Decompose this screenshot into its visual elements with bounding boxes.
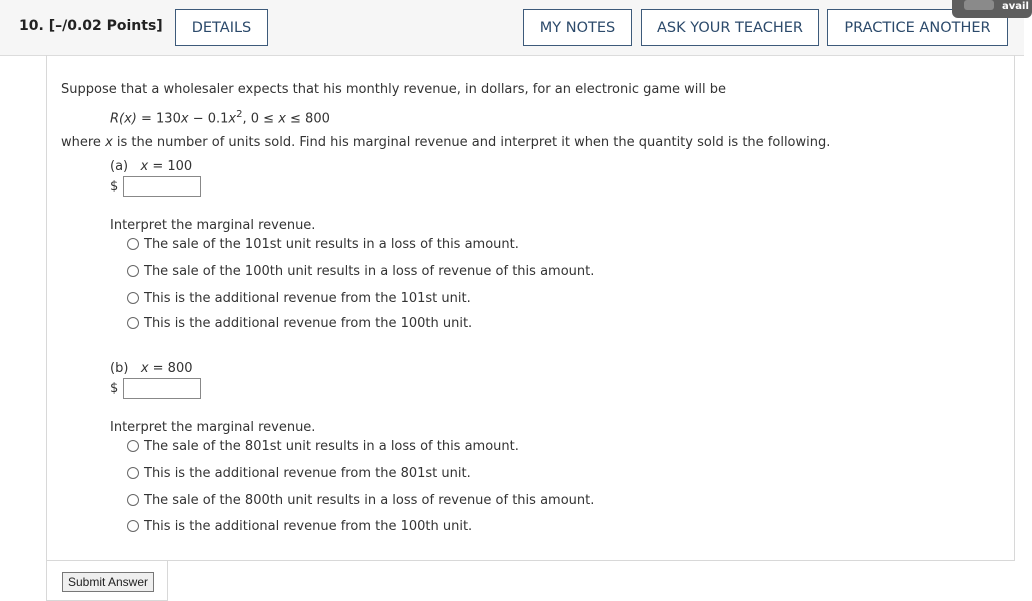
part-b-option-3-radio[interactable] bbox=[127, 494, 139, 506]
question-card bbox=[46, 55, 1015, 561]
problem-where bbox=[61, 135, 830, 150]
part-b-option-2-label[interactable]: This is the additional revenue from the 801st unit. bbox=[144, 466, 471, 481]
part-a-var: x bbox=[140, 159, 149, 174]
corner-text: avail bbox=[1002, 1, 1029, 12]
part-a-option-4-label[interactable]: This is the additional revenue from the 100th unit. bbox=[144, 316, 473, 331]
formula-part: ≤ 800 bbox=[285, 111, 330, 127]
where-text: where bbox=[61, 135, 106, 150]
formula-part: − 0.1 bbox=[188, 111, 229, 127]
part-a-option-3-radio[interactable] bbox=[127, 292, 139, 304]
part-b-option-1-label[interactable]: The sale of the 801st unit results in a loss of this amount. bbox=[144, 439, 519, 454]
part-b-option-1-radio[interactable] bbox=[127, 440, 139, 452]
part-a-option-3-label[interactable]: This is the additional revenue from the 101st unit. bbox=[144, 291, 471, 306]
part-b-interpret-label: Interpret the marginal revenue. bbox=[110, 420, 316, 435]
ask-teacher-button[interactable]: ASK YOUR TEACHER bbox=[641, 9, 819, 46]
formula-exponent: 2 bbox=[236, 109, 243, 120]
formula-var: x bbox=[278, 111, 286, 127]
corner-widget[interactable] bbox=[952, 0, 1032, 18]
formula-var: x bbox=[180, 111, 189, 127]
formula-part: , 0 ≤ bbox=[242, 111, 279, 127]
part-b-value: = 800 bbox=[148, 361, 193, 376]
part-a-option-1-label[interactable]: The sale of the 101st unit results in a loss of this amount. bbox=[144, 237, 519, 252]
formula-part: = 130 bbox=[136, 111, 181, 127]
part-b-option-3-label[interactable]: The sale of the 800th unit results in a loss of revenue of this amount. bbox=[144, 493, 595, 508]
part-a-option-1-radio[interactable] bbox=[127, 238, 139, 250]
part-a-answer-input[interactable] bbox=[123, 176, 201, 197]
part-a-heading bbox=[110, 159, 192, 174]
part-b-dollar: $ bbox=[110, 381, 119, 396]
part-a-value: = 100 bbox=[148, 159, 193, 174]
practice-another-button[interactable]: PRACTICE ANOTHER bbox=[827, 9, 1008, 46]
my-notes-button[interactable]: MY NOTES bbox=[523, 9, 632, 46]
points-label: [–/0.02 Points] bbox=[48, 18, 163, 34]
where-var: x bbox=[105, 135, 113, 150]
part-b-heading bbox=[110, 361, 193, 376]
part-b-var: x bbox=[140, 361, 149, 376]
part-a-option-4-radio[interactable] bbox=[127, 317, 139, 329]
revenue-formula bbox=[110, 109, 330, 126]
formula-var: x bbox=[228, 111, 237, 127]
part-b-label: (b) bbox=[110, 361, 129, 376]
submit-answer-button[interactable]: Submit Answer bbox=[62, 572, 154, 592]
part-b-option-2-radio[interactable] bbox=[127, 467, 139, 479]
part-a-label: (a) bbox=[110, 159, 129, 174]
part-b-answer-input[interactable] bbox=[123, 378, 201, 399]
corner-notch bbox=[964, 0, 994, 10]
part-b-option-4-label[interactable]: This is the additional revenue from the 100th unit. bbox=[144, 519, 473, 534]
part-a-option-2-radio[interactable] bbox=[127, 265, 139, 277]
part-a-interpret-label: Interpret the marginal revenue. bbox=[110, 218, 316, 233]
problem-intro: Suppose that a wholesaler expects that his monthly revenue, in dollars, for an electronic game will be bbox=[61, 82, 726, 97]
details-button[interactable]: DETAILS bbox=[175, 9, 268, 46]
question-number: 10. bbox=[19, 18, 44, 34]
where-text: is the number of units sold. Find his marginal revenue and interpret it when the quantity sold is the following. bbox=[112, 135, 831, 150]
part-a-dollar: $ bbox=[110, 179, 119, 194]
formula-lhs: R(x) bbox=[110, 111, 137, 127]
question-header bbox=[0, 0, 1024, 56]
part-a-option-2-label[interactable]: The sale of the 100th unit results in a loss of revenue of this amount. bbox=[144, 264, 595, 279]
question-title bbox=[19, 18, 163, 34]
part-b-option-4-radio[interactable] bbox=[127, 520, 139, 532]
